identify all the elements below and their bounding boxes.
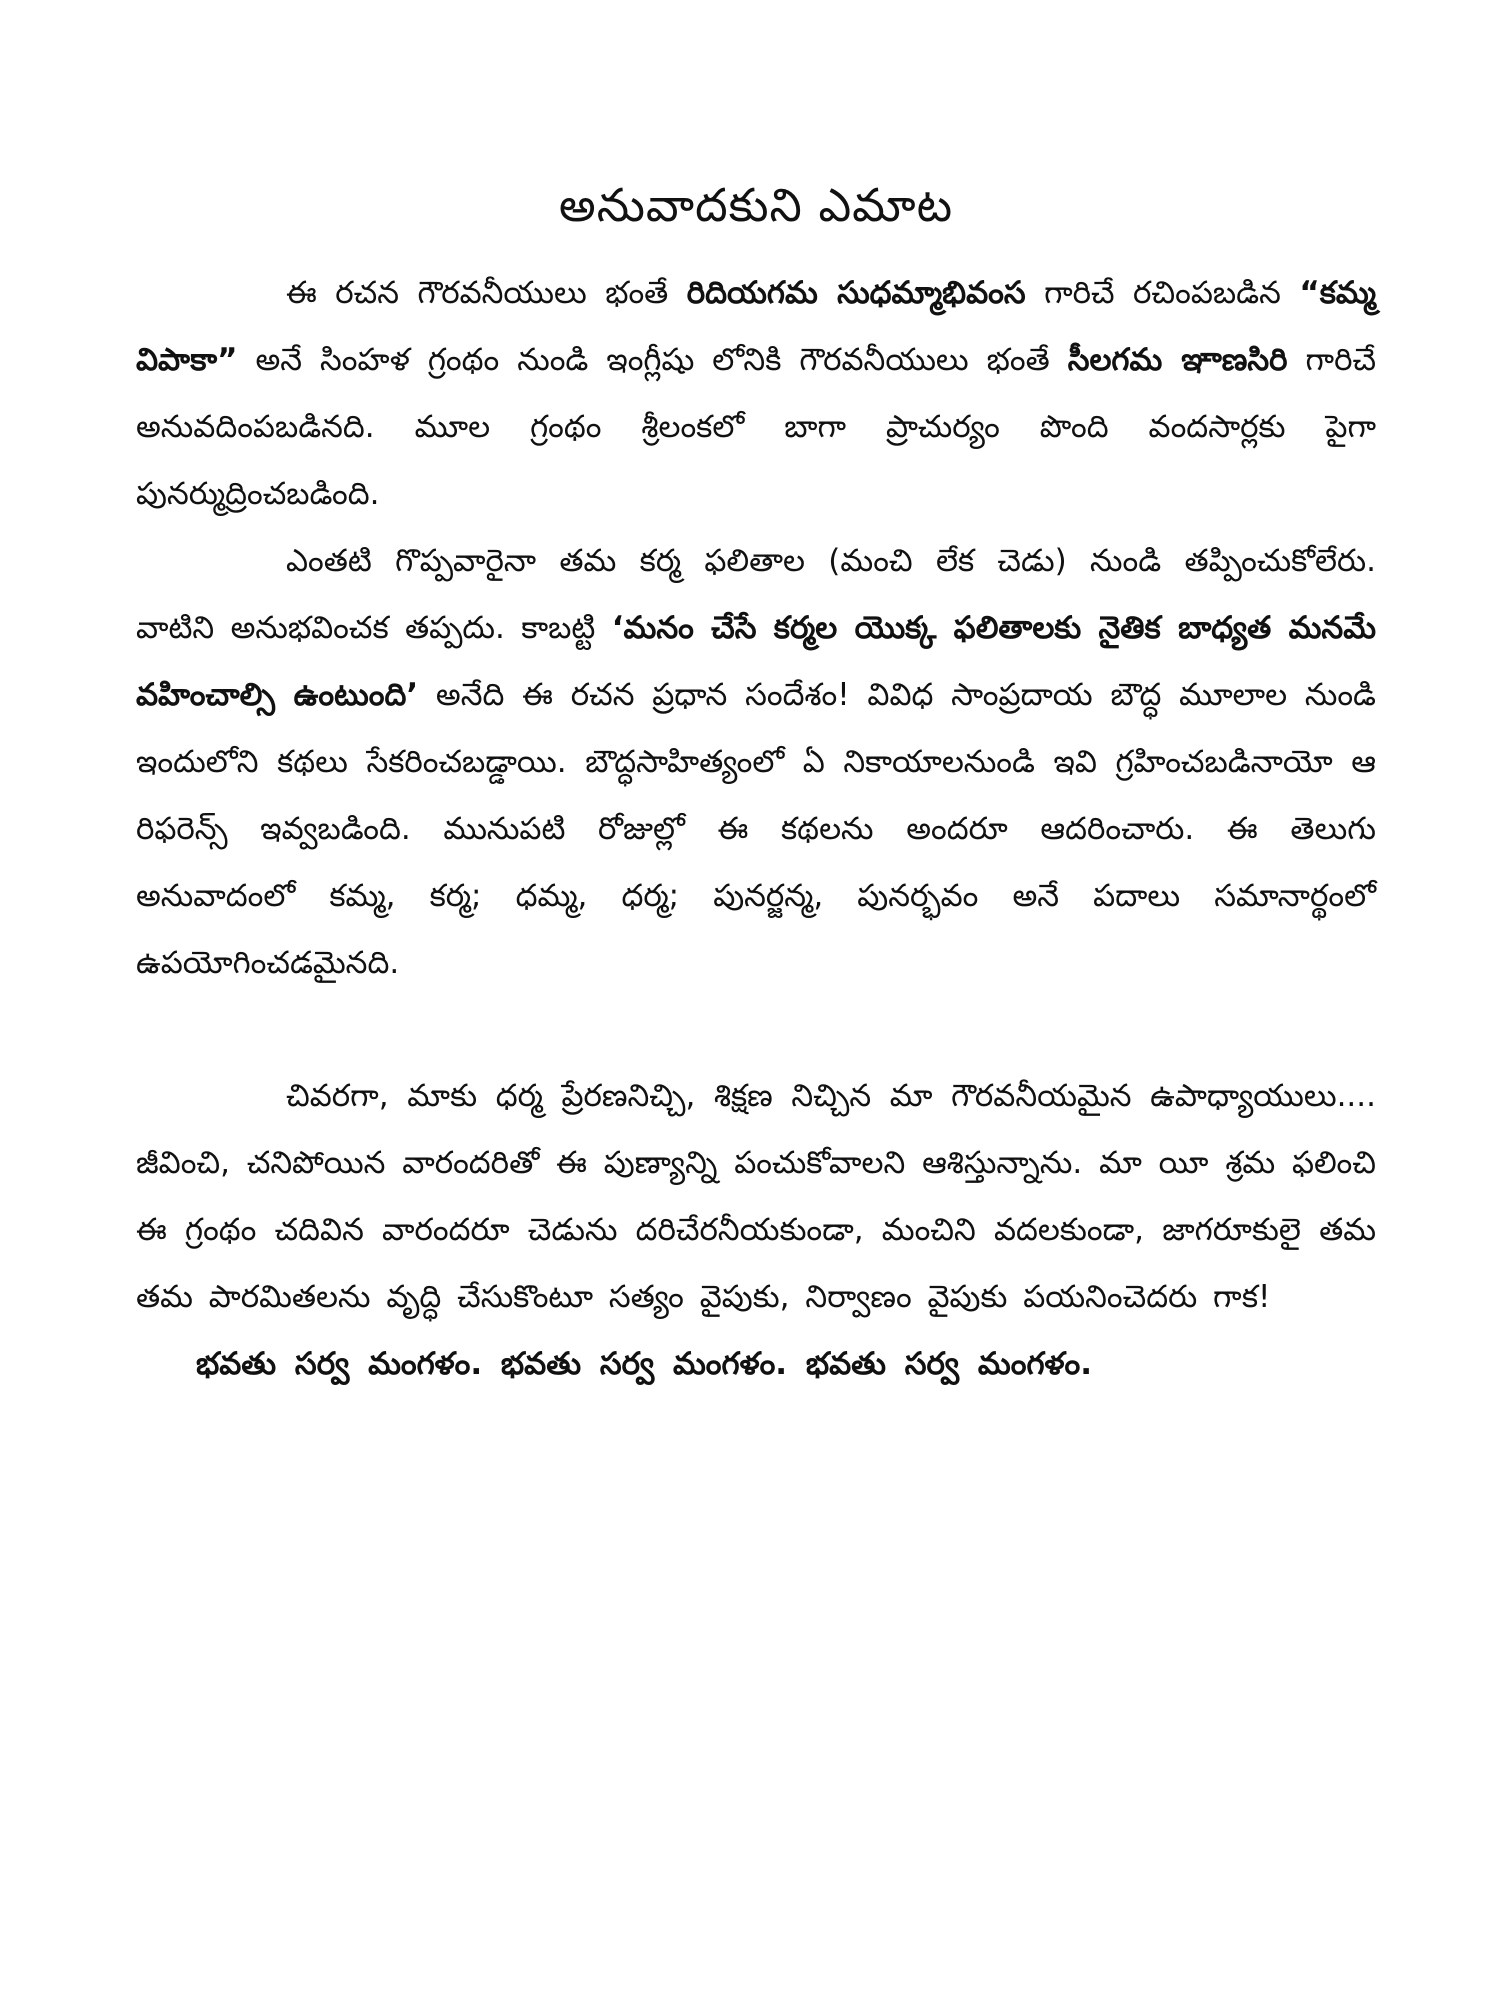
paragraph-intro bbox=[136, 260, 1376, 528]
intro-text-2: గారిచే రచింపబడిన bbox=[1025, 275, 1300, 311]
book-title: “కమ్మ విపాకా” bbox=[136, 275, 1377, 378]
author-name: రిదియగమ సుధమ్మాభివంస bbox=[686, 275, 1026, 311]
intro-text-3: అనే సింహళ గ్రంథం నుండి ఇంగ్లీషు లోనికి గౌరవనీయులు భంతే bbox=[237, 342, 1068, 378]
intro-text-4: గారిచే అనువదింపబడినది. మూల గ్రంథం శ్రీలంకలో బాగా ప్రాచుర్యం పొంది వందసార్లకు పైగా పునర్ముద్రించబడింది. bbox=[136, 342, 1377, 512]
paragraph-dedication: చివరగా, మాకు ధర్మ ప్రేరణనిచ్చి, శిక్షణ నిచ్చిన మా గౌరవనీయమైన ఉపాధ్యాయులు.... జీవించి, చనిపోయిన వారందరితో ఈ పుణ్యాన్ని పంచుకోవాలని ఆశిస్తున్నాను. మా యీ శ్రమ ఫలించి ఈ గ్రంథం చదివిన వారందరూ చెడును దరిచేరనీయకుండా, మంచిని వదలకుండా, జాగరూకులై తమ తమ పారమితలను వృద్ధి చేసుకొంటూ సత్యం వైపుకు, నిర్వాణం వైపుకు పయనించెదరు గాక! bbox=[136, 1078, 1376, 1315]
paragraph-gap bbox=[136, 997, 1376, 1063]
paragraph-message bbox=[136, 528, 1376, 997]
closing-blessing: భవతు సర్వ మంగళం. భవతు సర్వ మంగళం. భవతు సర్వ మంగళం. bbox=[196, 1346, 1093, 1382]
document-page bbox=[136, 178, 1376, 1398]
message-text-2: అనేది ఈ రచన ప్రధాన సందేశం! వివిధ సాంప్రదాయ బౌద్ధ మూలాల నుండి ఇందులోని కథలు సేకరించబడ్డాయి. బౌద్ధసాహిత్యంలో ఏ నికాయాలనుండి ఇవి గ్రహించబడినాయో ఆ రిఫరెన్స్ ఇవ్వబడింది. మునుపటి రోజుల్లో ఈ కథలను అందరూ ఆదరించారు. ఈ తెలుగు అనువాదంలో కమ్మ, కర్మ; ధమ్మ, ధర్మ; పునర్జన్మ, పునర్భవం అనే పదాలు సమానార్థంలో ఉపయోగించడమైనది. bbox=[136, 677, 1376, 981]
main-message: ‘మనం చేసే కర్మల యొక్క ఫలితాలకు నైతిక బాధ్యత మనమే వహించాల్సి ఉంటుంది’ bbox=[136, 610, 1376, 713]
intro-text-1: ఈ రచన గౌరవనీయులు భంతే bbox=[286, 275, 687, 311]
message-text-1: ఎంతటి గొప్పవారైనా తమ కర్మ ఫలితాల (మంచి లేక చెడు) నుండి తప్పించుకోలేరు. వాటిని అనుభవించక తప్పదు. కాబట్టి bbox=[136, 543, 1376, 646]
page-title: అనువాదకుని ఎమాట bbox=[558, 178, 954, 232]
translator-name: సీలగమ ఞాణసిరి bbox=[1067, 342, 1288, 378]
